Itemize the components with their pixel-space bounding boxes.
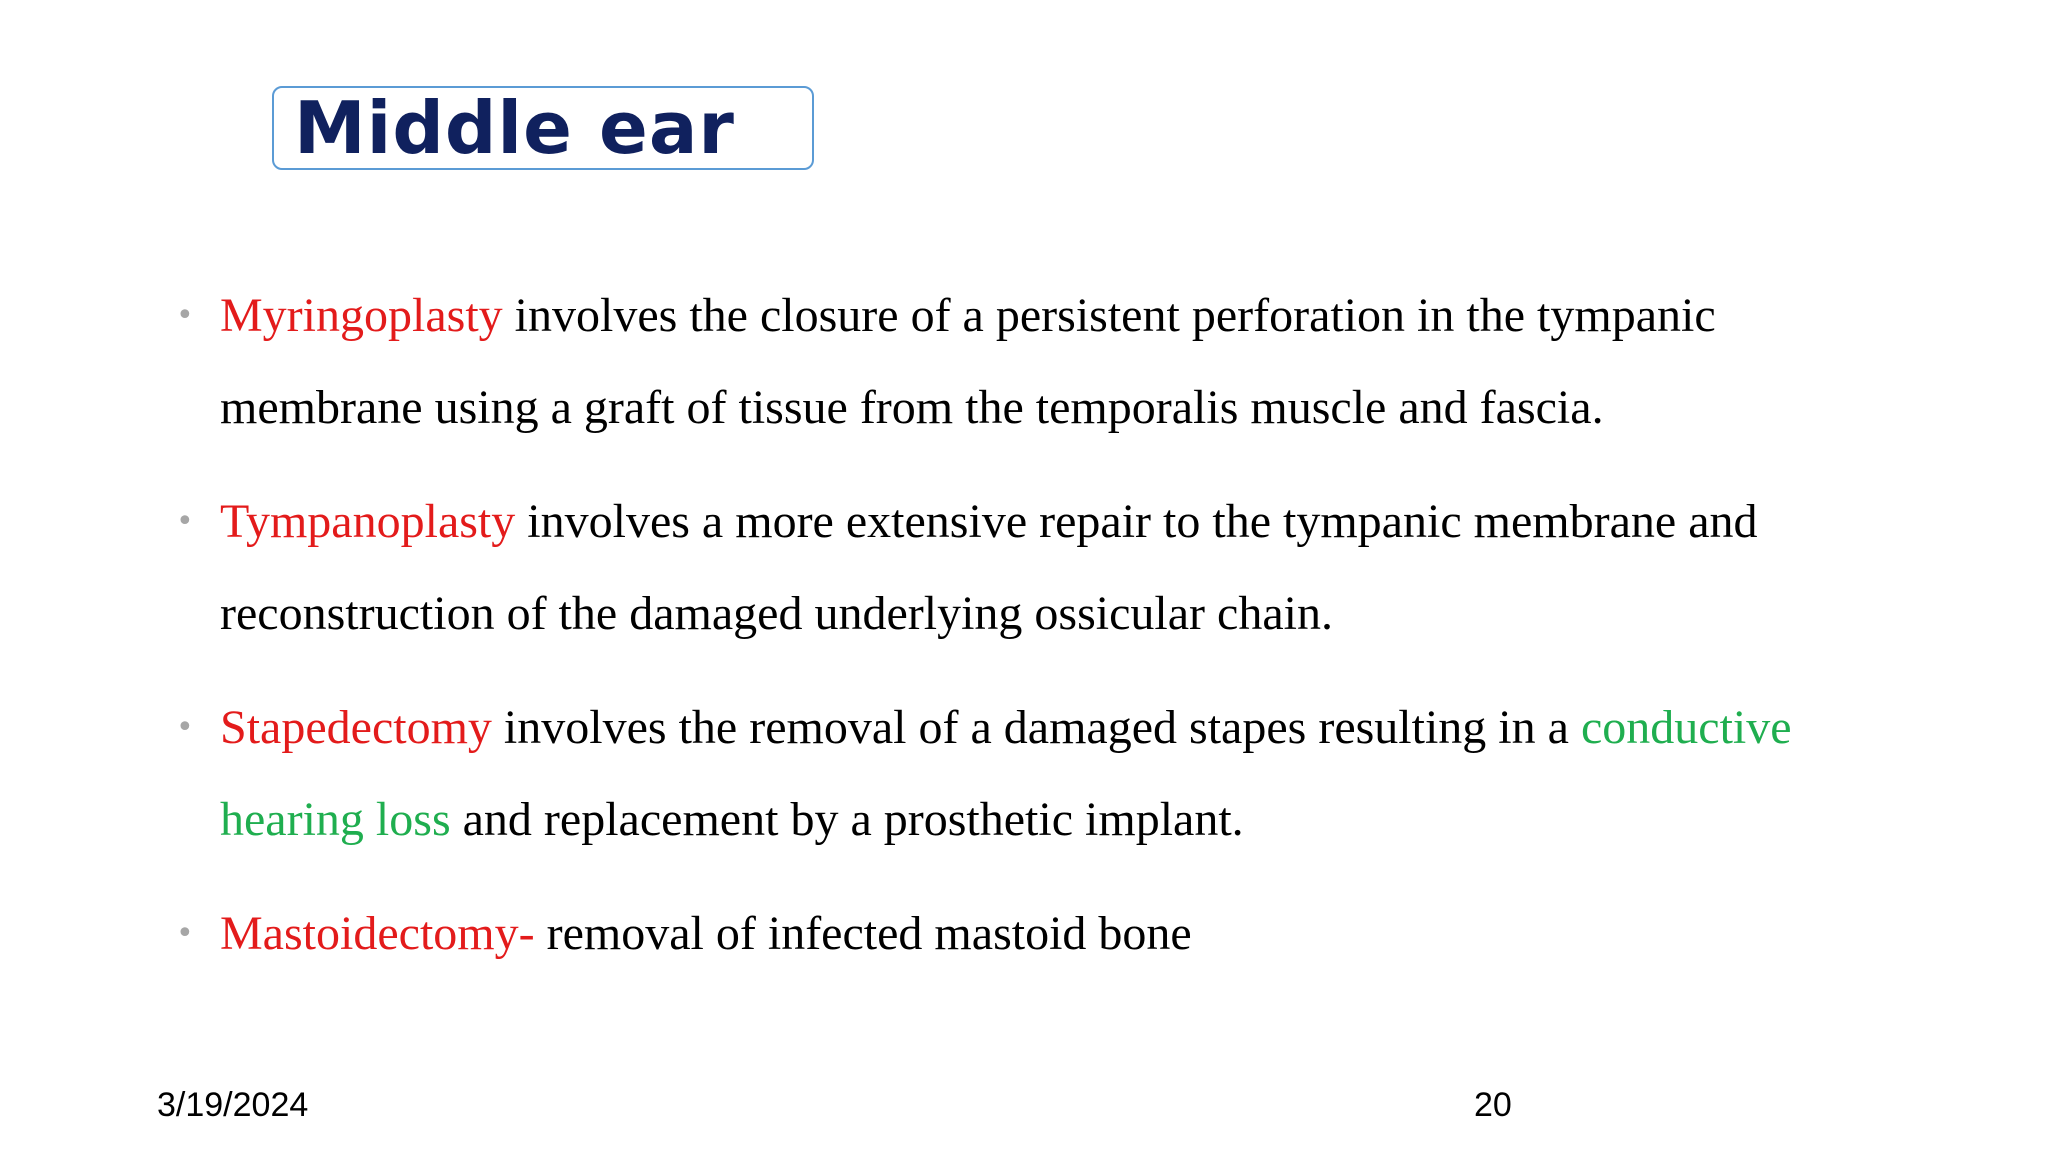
- highlight-conductive-hearing-loss: conductive hearing loss: [220, 701, 1792, 846]
- footer-page-number: 20: [1474, 1086, 1512, 1124]
- bullet-list: [176, 270, 1876, 1002]
- term-stapedectomy: Stapedectomy: [220, 701, 492, 754]
- bullet-text: involves the closure of a persistent perforation in the tympanic membrane using a graft of tissue from the temporalis muscle and fascia.: [220, 289, 1716, 434]
- bullet-dot-icon: •: [176, 710, 194, 745]
- term-tympanoplasty: Tympanoplasty: [220, 495, 516, 548]
- bullet-item-tympanoplasty: [176, 476, 1876, 660]
- title-box: [272, 86, 814, 170]
- bullet-text: involves the removal of a damaged stapes resulting in a: [491, 701, 1581, 754]
- term-myringoplasty: Myringoplasty: [220, 289, 503, 342]
- bullet-dot-icon: •: [176, 916, 194, 951]
- term-mastoidectomy: Mastoidectomy-: [220, 907, 535, 960]
- bullet-item-mastoidectomy: [176, 888, 1876, 980]
- bullet-text: and replacement by a prosthetic implant.: [450, 793, 1244, 846]
- bullet-item-stapedectomy: [176, 682, 1876, 866]
- bullet-item-myringoplasty: [176, 270, 1876, 454]
- slide-title: Middle ear: [294, 86, 735, 170]
- bullet-text: involves a more extensive repair to the tympanic membrane and reconstruction of the damaged underlying ossicular chain.: [220, 495, 1758, 640]
- footer-date: 3/19/2024: [157, 1086, 309, 1124]
- bullet-text: removal of infected mastoid bone: [534, 907, 1192, 960]
- bullet-dot-icon: •: [176, 504, 194, 539]
- bullet-dot-icon: •: [176, 298, 194, 333]
